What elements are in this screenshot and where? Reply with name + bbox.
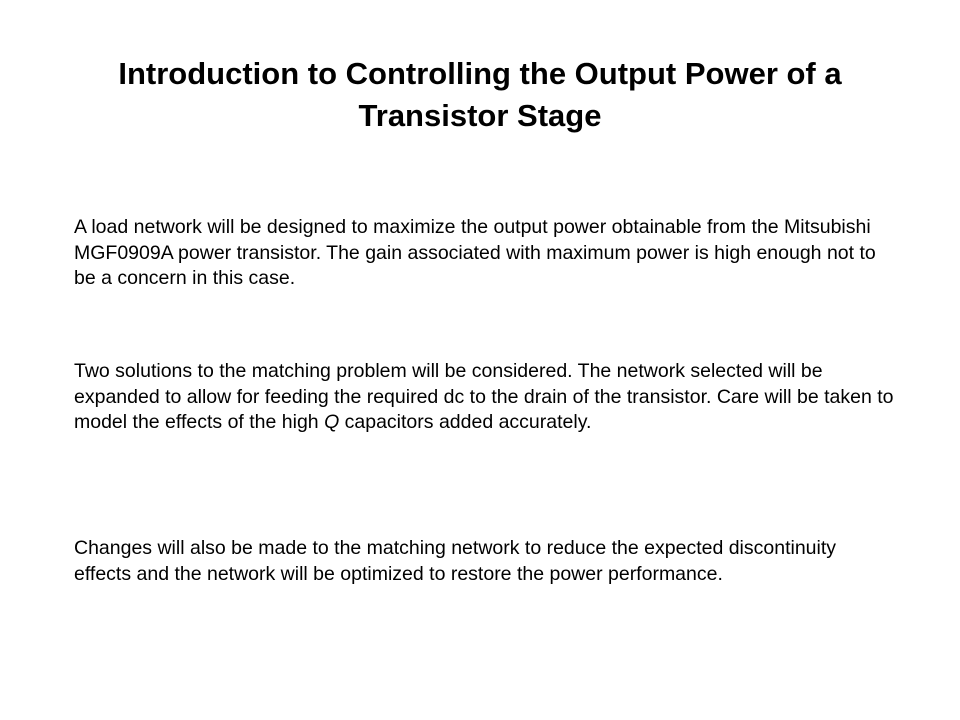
paragraph-optimization: Changes will also be made to the matching network to reduce the expected discontinuity effects and the network will be optimized to restore the power performance. <box>74 537 837 585</box>
paragraph-text-after: capacitors added accurately. <box>339 411 592 434</box>
paragraph-matching-solutions <box>74 359 894 436</box>
paragraph-text-before: Two solutions to the matching problem will be considered. The network selected will be expanded to allow for feeding the required dc to the drain of the transistor. Care will be taken to model the effects of the high <box>74 360 894 434</box>
paragraph-load-network: A load network will be designed to maximize the output power obtainable from the Mitsubishi MGF0909A power transistor. The gain associated with maximum power is high enough not to be a concern in this case. <box>74 216 876 290</box>
slide-title: Introduction to Controlling the Output Power of a Transistor Stage <box>118 56 842 133</box>
paragraph-text-italic: Q <box>324 411 340 434</box>
